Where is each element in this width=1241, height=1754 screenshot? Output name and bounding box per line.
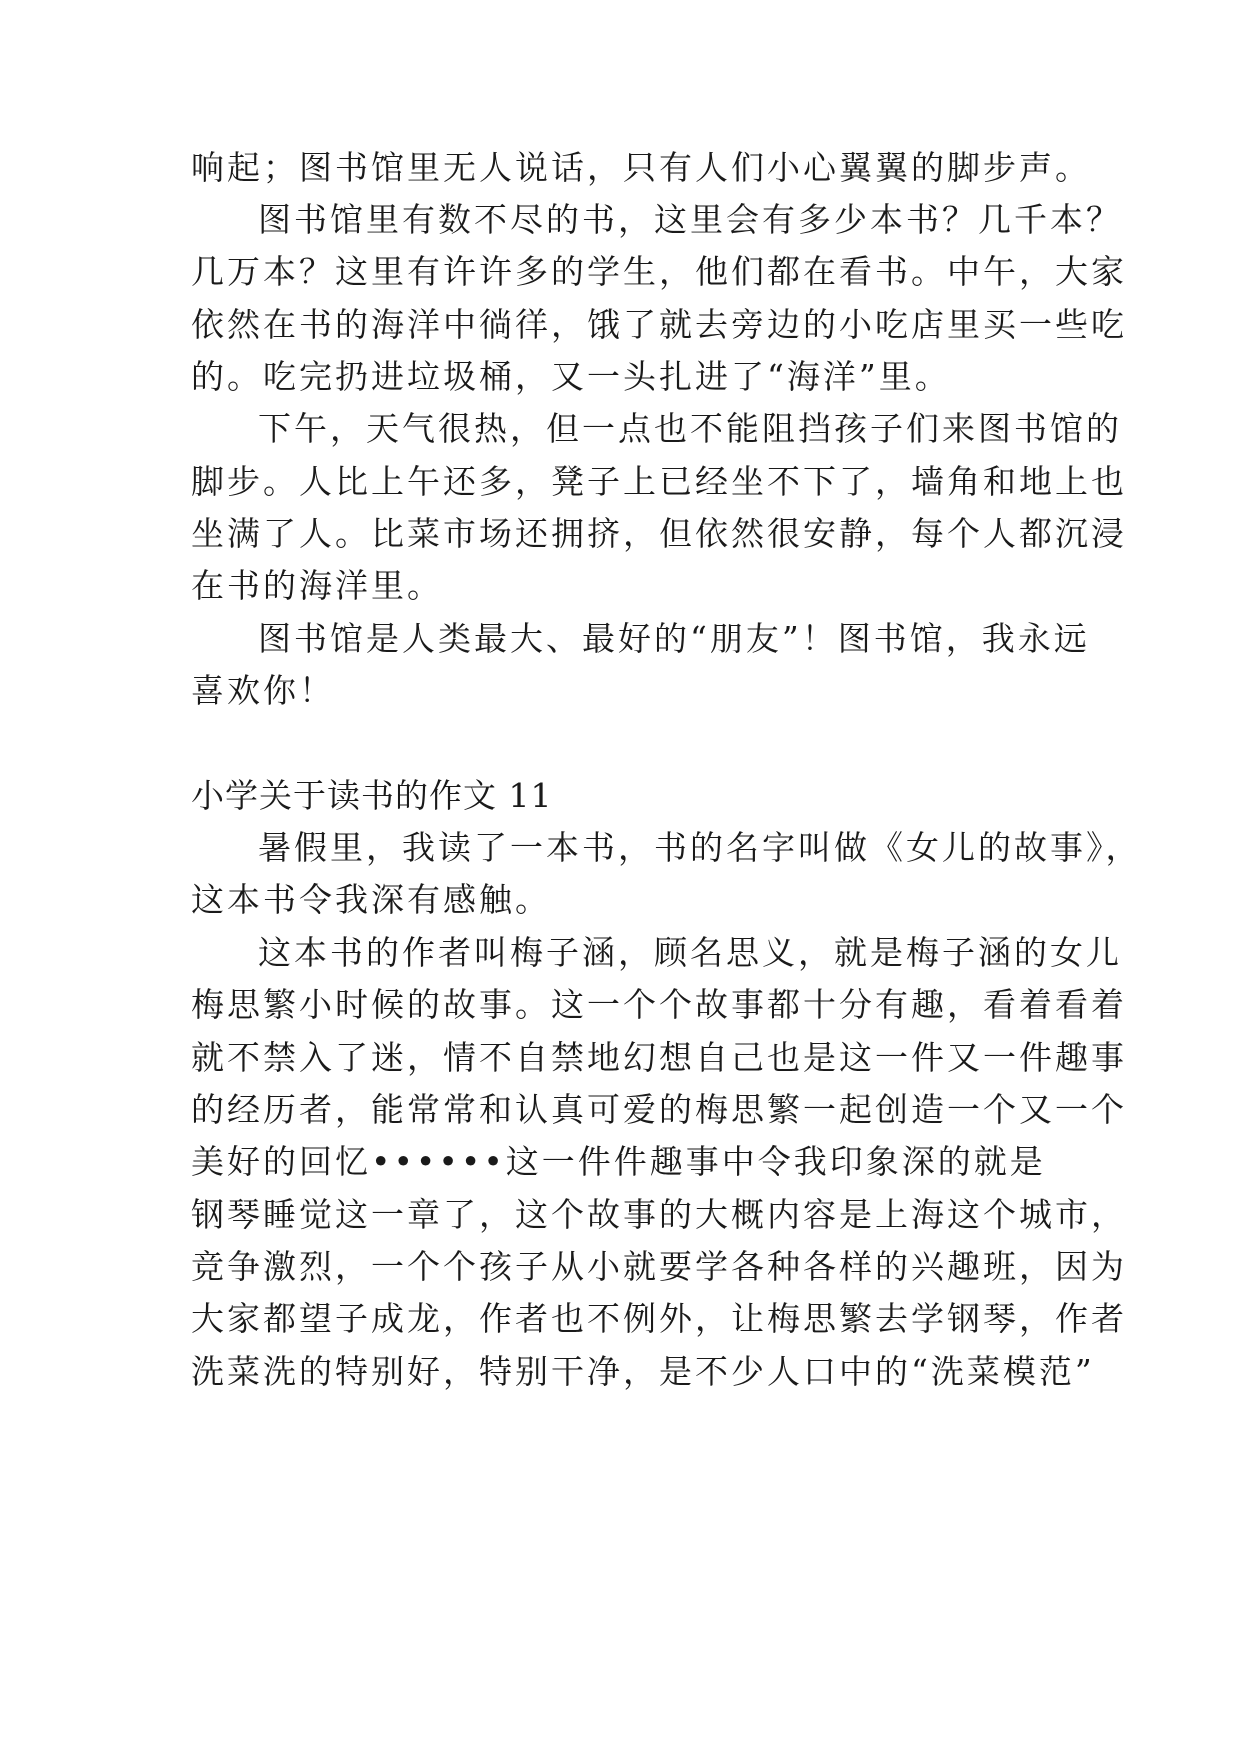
paragraph-line: 美好的回忆••••••这一件件趣事中令我印象深的就是	[191, 1142, 1046, 1181]
paragraph-line: 脚步。人比上午还多，凳子上已经坐不下了，墙角和地上也	[191, 462, 1127, 501]
paragraph-line: 下午，天气很热，但一点也不能阻挡孩子们来图书馆的	[258, 409, 1122, 448]
paragraph-line: 图书馆里有数不尽的书，这里会有多少本书？几千本？	[258, 200, 1122, 239]
paragraph-line: 就不禁入了迷，情不自禁地幻想自己也是这一件又一件趣事	[191, 1038, 1127, 1077]
paragraph-line: 梅思繁小时候的故事。这一个个故事都十分有趣，看着看着	[191, 985, 1127, 1024]
paragraph-line: 的。吃完扔进垃圾桶，又一头扎进了“海洋”里。	[191, 357, 951, 396]
paragraph-line: 几万本？这里有许许多的学生，他们都在看书。中午，大家	[191, 252, 1127, 291]
paragraph-line: 依然在书的海洋中徜徉，饿了就去旁边的小吃店里买一些吃	[191, 305, 1127, 344]
paragraph-line: 暑假里，我读了一本书，书的名字叫做《女儿的故事》，	[258, 828, 1142, 867]
paragraph-line: 钢琴睡觉这一章了，这个故事的大概内容是上海这个城市，	[191, 1195, 1127, 1234]
paragraph-line: 响起；图书馆里无人说话，只有人们小心翼翼的脚步声。	[191, 148, 1091, 187]
paragraph-line: 坐满了人。比菜市场还拥挤，但依然很安静，每个人都沉浸	[191, 514, 1127, 553]
paragraph-line: 在书的海洋里。	[191, 566, 443, 605]
paragraph-line: 的经历者，能常常和认真可爱的梅思繁一起创造一个又一个	[191, 1090, 1127, 1129]
paragraph-line: 这本书的作者叫梅子涵，顾名思义，就是梅子涵的女儿	[258, 933, 1122, 972]
paragraph-line: 竞争激烈，一个个孩子从小就要学各种各样的兴趣班，因为	[191, 1247, 1127, 1286]
paragraph-line: 这本书令我深有感触。	[191, 880, 551, 919]
paragraph-line: 洗菜洗的特别好，特别干净，是不少人口中的“洗菜模范”	[191, 1352, 1095, 1391]
paragraph-line: 图书馆是人类最大、最好的“朋友”！图书馆，我永远	[258, 619, 1090, 658]
paragraph-line: 大家都望子成龙，作者也不例外，让梅思繁去学钢琴，作者	[191, 1299, 1127, 1338]
essay-title: 小学关于读书的作文 11	[191, 776, 553, 815]
paragraph-line: 喜欢你！	[191, 671, 335, 710]
